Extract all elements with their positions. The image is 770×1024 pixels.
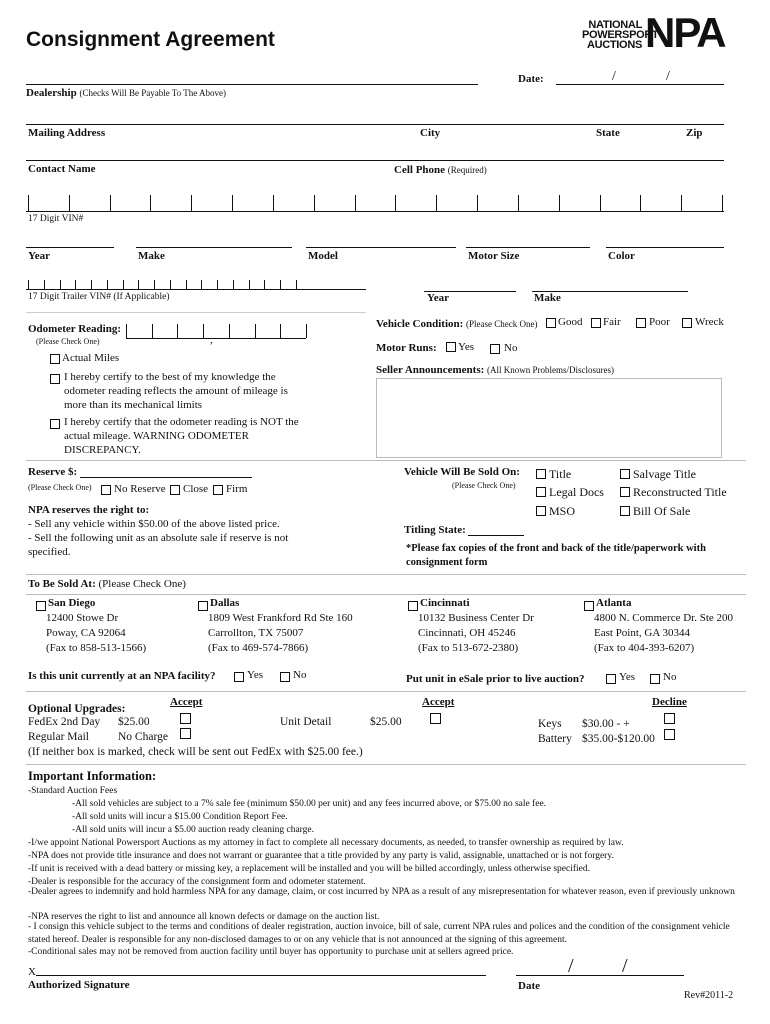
digit-separator	[640, 195, 641, 211]
dealership-label	[26, 87, 226, 99]
dealership-label-text: Dealership	[26, 87, 77, 99]
motor-runs-no-label: No	[504, 342, 518, 354]
bill-of-sale-label: Bill Of Sale	[633, 504, 691, 518]
condition-row	[376, 318, 538, 330]
bill-of-sale-checkbox[interactable]	[620, 506, 630, 516]
digit-separator	[477, 195, 478, 211]
date-slash-2: /	[666, 69, 670, 84]
certify-mechanical-text: I hereby certify to the best of my knowledge the odometer reading reflects the amount of mileage is more than its mechanical limits	[64, 371, 288, 411]
info-line-3: -If unit is received with a dead battery or missing key, a replacement will be installed and you will be billed accordingly, unless otherwise specified.	[28, 864, 590, 874]
fedex-price: $25.00	[118, 716, 150, 728]
regular-mail-label: Regular Mail	[28, 731, 89, 743]
to-be-sold-label: To Be Sold At:	[28, 578, 96, 590]
condition-poor-label: Poor	[649, 316, 670, 328]
rights-line-2: - Sell the following unit as an absolute sale if reserve is not	[28, 532, 289, 544]
salvage-title-label: Salvage Title	[633, 467, 697, 481]
digit-separator	[110, 195, 111, 211]
unit-detail-accept-checkbox[interactable]	[430, 713, 441, 724]
facility-no-label: No	[293, 669, 307, 681]
signature-field[interactable]	[36, 975, 486, 976]
location-2-name: Cincinnati	[420, 597, 470, 609]
rights-heading: NPA reserves the right to:	[28, 504, 150, 516]
info-line-2: -NPA does not provide title insurance and does not warrant or guarantee that a title provided by any party is valid, assignable, unattached or is not forgery.	[28, 851, 614, 861]
certify-not-actual-text: I hereby certify that the odometer reading is NOT the actual mileage. WARNING ODOMETER DISCREPANCY.	[64, 416, 299, 456]
no-charge-label: No Charge	[118, 731, 168, 743]
fee-line-2: -All sold units will incur a $15.00 Condition Report Fee.	[72, 812, 288, 822]
facility-yes-checkbox[interactable]	[234, 672, 244, 682]
digit-separator	[75, 280, 76, 289]
digit-separator	[280, 324, 281, 338]
esale-no-checkbox[interactable]	[650, 674, 660, 684]
esale-yes-label: Yes	[619, 671, 636, 683]
location-3-addr1: 4800 N. Commerce Dr. Ste 200	[594, 612, 734, 624]
digit-separator	[229, 324, 230, 338]
title-checkbox[interactable]	[536, 469, 546, 479]
mso-checkbox[interactable]	[536, 506, 546, 516]
digit-separator	[314, 195, 315, 211]
zip-label: Zip	[686, 127, 703, 139]
location-1-name: Dallas	[210, 597, 240, 609]
firm-label: Firm	[226, 483, 248, 495]
digit-separator	[395, 195, 396, 211]
condition-good-checkbox[interactable]	[546, 318, 556, 328]
signature-x: X	[28, 966, 36, 978]
legal-docs-label: Legal Docs	[549, 485, 604, 499]
location-0-name: San Diego	[48, 597, 96, 609]
reconstructed-title-checkbox[interactable]	[620, 487, 630, 497]
city-label: City	[420, 127, 441, 139]
certify-mechanical-checkbox[interactable]	[50, 374, 60, 384]
cell-phone-note: (Required)	[447, 165, 487, 175]
trailer-make-label: Make	[534, 292, 561, 304]
page-title: Consignment Agreement	[26, 28, 275, 51]
logo-line2: POWERSPORT	[582, 29, 659, 41]
location-0-addr2: Poway, CA 92064	[46, 627, 126, 639]
digit-separator	[217, 280, 218, 289]
location-3-addr2: East Point, GA 30344	[594, 627, 690, 639]
condition-good-label: Good	[558, 316, 583, 328]
regular-mail-accept-checkbox[interactable]	[180, 728, 191, 739]
dealership-field[interactable]	[26, 84, 478, 85]
sold-on-label: Vehicle Will Be Sold On:	[404, 466, 520, 478]
esale-label: Put unit in eSale prior to live auction?	[406, 673, 585, 685]
date-field[interactable]	[556, 84, 724, 85]
date-slash-1: /	[612, 69, 616, 84]
contact-name-label: Contact Name	[28, 163, 96, 175]
location-3-name: Atlanta	[596, 597, 632, 609]
digit-separator	[170, 280, 171, 289]
digit-separator	[44, 280, 45, 289]
digit-separator	[107, 280, 108, 289]
digit-separator	[28, 280, 29, 289]
motor-runs-yes-label: Yes	[458, 341, 475, 353]
info-line-4: -Dealer is responsible for the accuracy of the consignment form and odometer statement.	[28, 877, 366, 887]
condition-wreck-checkbox[interactable]	[682, 318, 692, 328]
trailer-year-label: Year	[427, 292, 449, 304]
digit-separator	[273, 195, 274, 211]
reserve-label: Reserve $:	[28, 466, 78, 478]
info-line-1: -I/we appoint National Powersport Auctions as my attorney in fact to complete all necessary documents, as needed, to transfer ownership as required by law.	[28, 838, 624, 848]
location-1-fax: (Fax to 469-574-7866)	[208, 642, 309, 654]
actual-miles-checkbox[interactable]	[50, 354, 60, 364]
digit-separator	[28, 195, 29, 211]
reconstructed-title-label: Reconstructed Title	[633, 485, 727, 499]
rights-line-1: - Sell any vehicle within $50.00 of the above listed price.	[28, 518, 280, 530]
fedex-accept-checkbox[interactable]	[180, 713, 191, 724]
digit-separator	[681, 195, 682, 211]
condition-label: Vehicle Condition:	[376, 318, 464, 330]
fees-heading: -Standard Auction Fees	[28, 786, 118, 796]
seller-announcements-label: Seller Announcements:	[376, 364, 485, 376]
seller-announcements-note: (All Known Problems/Disclosures)	[487, 365, 615, 375]
digit-separator	[232, 195, 233, 211]
digit-separator	[559, 195, 560, 211]
upgrades-note: (If neither box is marked, check will be sent out FedEx with $25.00 fee.)	[28, 746, 363, 758]
actual-miles-label: Actual Miles	[62, 352, 120, 364]
no-reserve-label: No Reserve	[114, 483, 166, 495]
trailer-vin-label: 17 Digit Trailer VIN# (If Applicable)	[28, 292, 170, 302]
battery-price: $35.00-$120.00	[582, 733, 655, 745]
digit-separator	[306, 324, 307, 338]
certify-not-actual-checkbox[interactable]	[50, 419, 60, 429]
logo-line3: AUCTIONS	[586, 39, 642, 51]
info-line-6: -NPA reserves the right to list and announce all known defects or damage on the auction list.	[28, 912, 380, 922]
sold-on-check-one: (Please Check One)	[452, 481, 516, 490]
digit-separator	[249, 280, 250, 289]
reserve-field[interactable]	[80, 477, 252, 478]
esale-yes-checkbox[interactable]	[606, 674, 616, 684]
location-1-checkbox[interactable]	[198, 601, 208, 611]
revision-label: Rev#2011-2	[684, 990, 734, 1001]
signature-label: Authorized Signature	[28, 979, 130, 991]
digit-separator	[150, 195, 151, 211]
digit-separator	[60, 280, 61, 289]
location-0-checkbox[interactable]	[36, 601, 46, 611]
seller-announcements-box[interactable]	[376, 378, 722, 458]
digit-separator	[123, 280, 124, 289]
facility-no-checkbox[interactable]	[280, 672, 290, 682]
dealership-note: (Checks Will Be Payable To The Above)	[79, 88, 226, 98]
npa-logo-text	[582, 19, 659, 51]
titling-state-field[interactable]	[468, 535, 524, 536]
unit-detail-price: $25.00	[370, 716, 402, 728]
fedex-label: FedEx 2nd Day	[28, 716, 101, 728]
info-line-8: -Conditional sales may not be removed from auction facility until buyer has opportunity to purchase unit at sellers agreed price.	[28, 947, 514, 957]
odometer-label: Odometer Reading:	[28, 323, 121, 335]
digit-separator	[154, 280, 155, 289]
to-be-sold-check-one: (Please Check One)	[98, 578, 186, 590]
titling-state-label: Titling State:	[404, 524, 466, 536]
location-2-checkbox[interactable]	[408, 601, 418, 611]
close-label: Close	[183, 483, 209, 495]
digit-separator	[138, 280, 139, 289]
npa-facility-label: Is this unit currently at an NPA facility?	[28, 670, 216, 682]
keys-decline-checkbox[interactable]	[664, 713, 675, 724]
location-3-checkbox[interactable]	[584, 601, 594, 611]
location-1-addr2: Carrollton, TX 75007	[208, 627, 304, 639]
decline-header: Decline	[652, 696, 687, 708]
fax-note: *Please fax copies of the front and back of the title/paperwork with consignment form	[406, 543, 706, 568]
cell-phone-text: Cell Phone	[394, 164, 446, 176]
title-label: Title	[549, 467, 572, 481]
keys-price: $30.00 - +	[582, 718, 630, 730]
odometer-comma: ,	[210, 334, 213, 346]
mso-label: MSO	[549, 504, 576, 518]
close-checkbox[interactable]	[170, 485, 180, 495]
cell-phone-label	[394, 164, 487, 176]
keys-label: Keys	[538, 718, 562, 730]
condition-wreck-label: Wreck	[695, 316, 724, 328]
digit-separator	[126, 324, 127, 338]
accept-header-2: Accept	[422, 696, 455, 708]
digit-separator	[255, 324, 256, 338]
date-label: Date:	[518, 73, 544, 85]
firm-checkbox[interactable]	[213, 485, 223, 495]
signature-date-label: Date	[518, 980, 540, 992]
digit-separator	[436, 195, 437, 211]
make-label: Make	[138, 250, 165, 262]
digit-separator	[355, 195, 356, 211]
accept-header-1: Accept	[170, 696, 203, 708]
location-0-fax: (Fax to 858-513-1566)	[46, 642, 147, 654]
optional-upgrades-label: Optional Upgrades:	[28, 703, 126, 715]
important-heading: Important Information:	[28, 769, 157, 783]
digit-separator	[201, 280, 202, 289]
sig-date-slash-1: /	[568, 955, 574, 977]
condition-check-one: (Please Check One)	[466, 319, 538, 329]
digit-separator	[191, 195, 192, 211]
condition-fair-label: Fair	[603, 316, 621, 328]
npa-logo-mark: NPA	[645, 9, 725, 56]
digit-separator	[280, 280, 281, 289]
motor-runs-yes-checkbox[interactable]	[446, 342, 456, 352]
state-label: State	[596, 127, 620, 139]
digit-separator	[69, 195, 70, 211]
reserve-check-one: (Please Check One)	[28, 483, 92, 492]
digit-separator	[91, 280, 92, 289]
legal-docs-checkbox[interactable]	[536, 487, 546, 497]
location-2-fax: (Fax to 513-672-2380)	[418, 642, 519, 654]
fee-line-3: -All sold units will incur a $5.00 auction ready cleaning charge.	[72, 825, 315, 835]
condition-poor-checkbox[interactable]	[636, 318, 646, 328]
info-line-5: -Dealer agrees to indemnify and hold harmless NPA for any damage, claim, or cost incurred by NPA as a result of any misrepresentation for whatever reason, even if previously unknown	[28, 887, 735, 897]
digit-separator	[186, 280, 187, 289]
digit-separator	[518, 195, 519, 211]
rights-line-3: specified.	[28, 546, 71, 558]
sig-date-slash-2: /	[622, 955, 628, 977]
to-be-sold-row	[28, 578, 186, 590]
seller-announcements-row	[376, 364, 614, 376]
year-label: Year	[28, 250, 50, 262]
unit-detail-label: Unit Detail	[280, 716, 332, 728]
digit-separator	[177, 324, 178, 338]
color-label: Color	[608, 250, 635, 262]
digit-separator	[722, 195, 723, 211]
digit-separator	[233, 280, 234, 289]
location-0-addr1: 12400 Stowe Dr	[46, 612, 119, 624]
digit-separator	[264, 280, 265, 289]
digit-separator	[296, 280, 297, 289]
digit-separator	[600, 195, 601, 211]
info-line-7: - I consign this vehicle subject to the terms and conditions of dealer registration, auction invoice, bill of sale, current NPA rules and polices and the condition of the consignment vehicle stated hereof. Dealer is responsible for any non-disclosed damages to or on any vehicle that is not announced at the signing of this agreement.	[28, 922, 730, 945]
motor-runs-label: Motor Runs:	[376, 342, 437, 354]
battery-label: Battery	[538, 733, 572, 745]
motor-runs-no-checkbox[interactable]	[490, 344, 500, 354]
location-1-addr1: 1809 West Frankford Rd Ste 160	[208, 612, 353, 624]
signature-date-field[interactable]	[516, 975, 684, 976]
digit-separator	[203, 324, 204, 338]
location-2-addr1: 10132 Business Center Dr	[418, 612, 534, 624]
condition-fair-checkbox[interactable]	[591, 318, 601, 328]
odometer-baseline	[126, 338, 306, 339]
odometer-check-one: (Please Check One)	[36, 337, 100, 346]
vin-label: 17 Digit VIN#	[28, 214, 84, 224]
no-reserve-checkbox[interactable]	[101, 485, 111, 495]
logo-line1: NATIONAL	[588, 19, 642, 31]
fee-line-1: -All sold vehicles are subject to a 7% sale fee (minimum $50.00 per unit) and any fees incurred above, or $75.00 no sale fee.	[72, 799, 547, 809]
esale-no-label: No	[663, 671, 677, 683]
mailing-address-label: Mailing Address	[28, 127, 106, 139]
facility-yes-label: Yes	[247, 669, 264, 681]
battery-decline-checkbox[interactable]	[664, 729, 675, 740]
motor-size-label: Motor Size	[468, 250, 520, 262]
location-3-fax: (Fax to 404-393-6207)	[594, 642, 695, 654]
model-label: Model	[308, 250, 338, 262]
location-2-addr2: Cincinnati, OH 45246	[418, 627, 516, 639]
salvage-title-checkbox[interactable]	[620, 469, 630, 479]
digit-separator	[152, 324, 153, 338]
